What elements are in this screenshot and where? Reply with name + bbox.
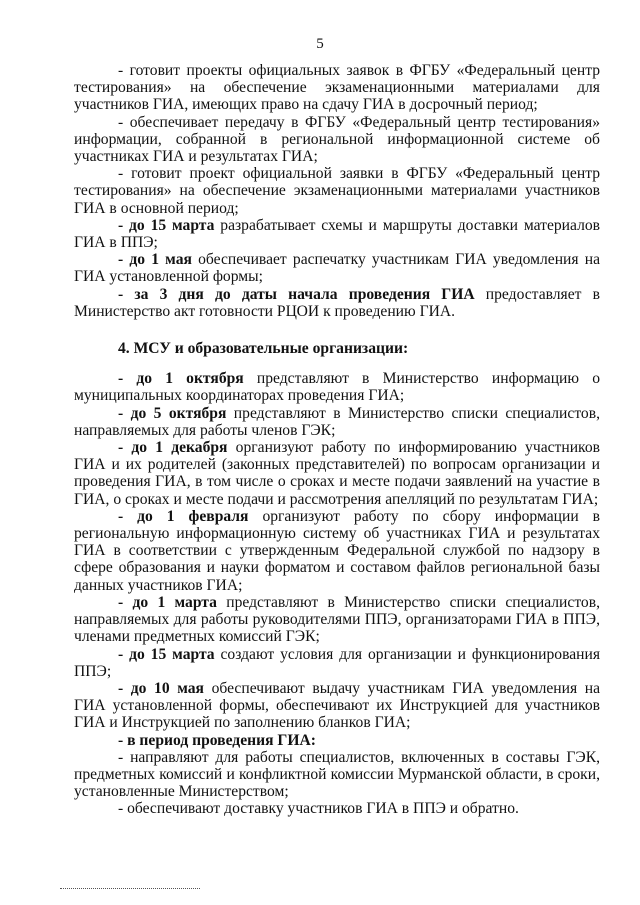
paragraph: [74, 217, 600, 251]
paragraph: [74, 405, 600, 439]
paragraph-text: представляют в Министерство информацию о муниципальных координаторах проведения ГИА;: [74, 370, 601, 405]
deadline-label: - до 1 октября: [118, 370, 244, 388]
footer-dotted-rule: [60, 888, 200, 889]
paragraph-text: - готовит проекты официальных заявок в ФГБУ «Федеральный центр тестирования» на обеспечение экзаменационными материалами для участников ГИА, имеющих право на сдачу ГИА в досрочный период;: [74, 62, 600, 114]
paragraph: [74, 439, 600, 508]
deadline-label: - до 15 марта: [118, 645, 215, 663]
paragraph-text: организуют работу по сбору информации в региональную информационную систему об участниках ГИА и результатах ГИА в соответствии с утвержденным Федеральной службой по надзору в сфере образования и науки форматом и составом файлов региональной базы данных участников ГИА;: [74, 507, 600, 594]
paragraph-text: обеспечивают выдачу участникам ГИА уведомления на ГИА установленной формы, обеспечивают их Инструкцией для участников ГИА и Инструкцией по заполнению бланков ГИА;: [74, 679, 600, 732]
deadline-label: - до 15 марта: [118, 216, 215, 234]
paragraph: [74, 62, 600, 114]
paragraph: [74, 251, 600, 285]
deadline-label: - за 3 дня до даты начала проведения ГИА: [118, 285, 475, 303]
paragraph: [74, 732, 600, 749]
paragraph: [74, 594, 600, 646]
deadline-label: - до 1 февраля: [118, 507, 249, 525]
paragraph: [74, 165, 600, 217]
paragraph: [74, 508, 600, 594]
paragraph-text: разрабатывает схемы и маршруты доставки материалов ГИА в ППЭ;: [74, 216, 601, 252]
deadline-label: - до 1 декабря: [118, 439, 228, 457]
paragraph-text: представляют в Министерство списки специалистов, направляемых для работы членов ГЭК;: [74, 404, 600, 439]
deadline-label: - до 5 октября: [118, 404, 227, 422]
paragraph-text: создают условия для организации и функционирования ППЭ;: [74, 645, 601, 680]
paragraph: [74, 646, 600, 680]
paragraph-text: обеспечивает распечатку участникам ГИА уведомления на ГИА установленной формы;: [74, 251, 600, 286]
paragraph-text: - обеспечивает передачу в ФГБУ «Федеральный центр тестирования» информации, собранной в региональной информационной системе об участниках ГИА и результатах ГИА;: [74, 113, 600, 166]
paragraph-text: - готовит проект официальной заявки в ФГБУ «Федеральный центр тестирования» на обеспечение экзаменационными материалами участников ГИА в основной период;: [74, 165, 600, 217]
document-body: [74, 62, 600, 818]
paragraph: [74, 286, 600, 320]
paragraph: [74, 680, 600, 732]
paragraph: [74, 800, 600, 817]
paragraph: [74, 370, 600, 404]
section-heading: 4. МСУ и образовательные организации:: [118, 340, 409, 358]
responsibilities-list-msu: [74, 370, 600, 817]
paragraph-text: представляют в Министерство списки специалистов, направляемых для работы руководителями ППЭ, организаторами ГИА в ППЭ, членами предметных комиссий ГЭК;: [74, 593, 600, 646]
paragraph: [74, 114, 600, 166]
deadline-label: - до 10 мая: [118, 679, 204, 697]
paragraph-text: предоставляет в Министерство акт готовности РЦОИ к проведению ГИА.: [74, 285, 600, 320]
deadline-label: - в период проведения ГИА:: [118, 731, 316, 749]
paragraph: [74, 749, 600, 801]
deadline-label: - до 1 мая: [118, 251, 192, 269]
deadline-label: - до 1 марта: [118, 593, 217, 611]
responsibilities-list-rcoi: [74, 62, 600, 320]
page-number: 5: [316, 36, 324, 52]
paragraph-text: - направляют для работы специалистов, включенных в составы ГЭК, предметных комиссий и конфликтной комиссии Мурманской области, в сроки, установленные Министерством;: [74, 748, 600, 801]
paragraph-text: организуют работу по информированию участников ГИА и их родителей (законных представителей) по вопросам организации и проведения ГИА, в том числе о сроках и месте подачи заявлений на участие в ГИА, о сроках и месте подачи и рассмотрения апелляций по результатам ГИА;: [74, 439, 600, 508]
paragraph-text: - обеспечивают доставку участников ГИА в ППЭ и обратно.: [118, 800, 519, 818]
